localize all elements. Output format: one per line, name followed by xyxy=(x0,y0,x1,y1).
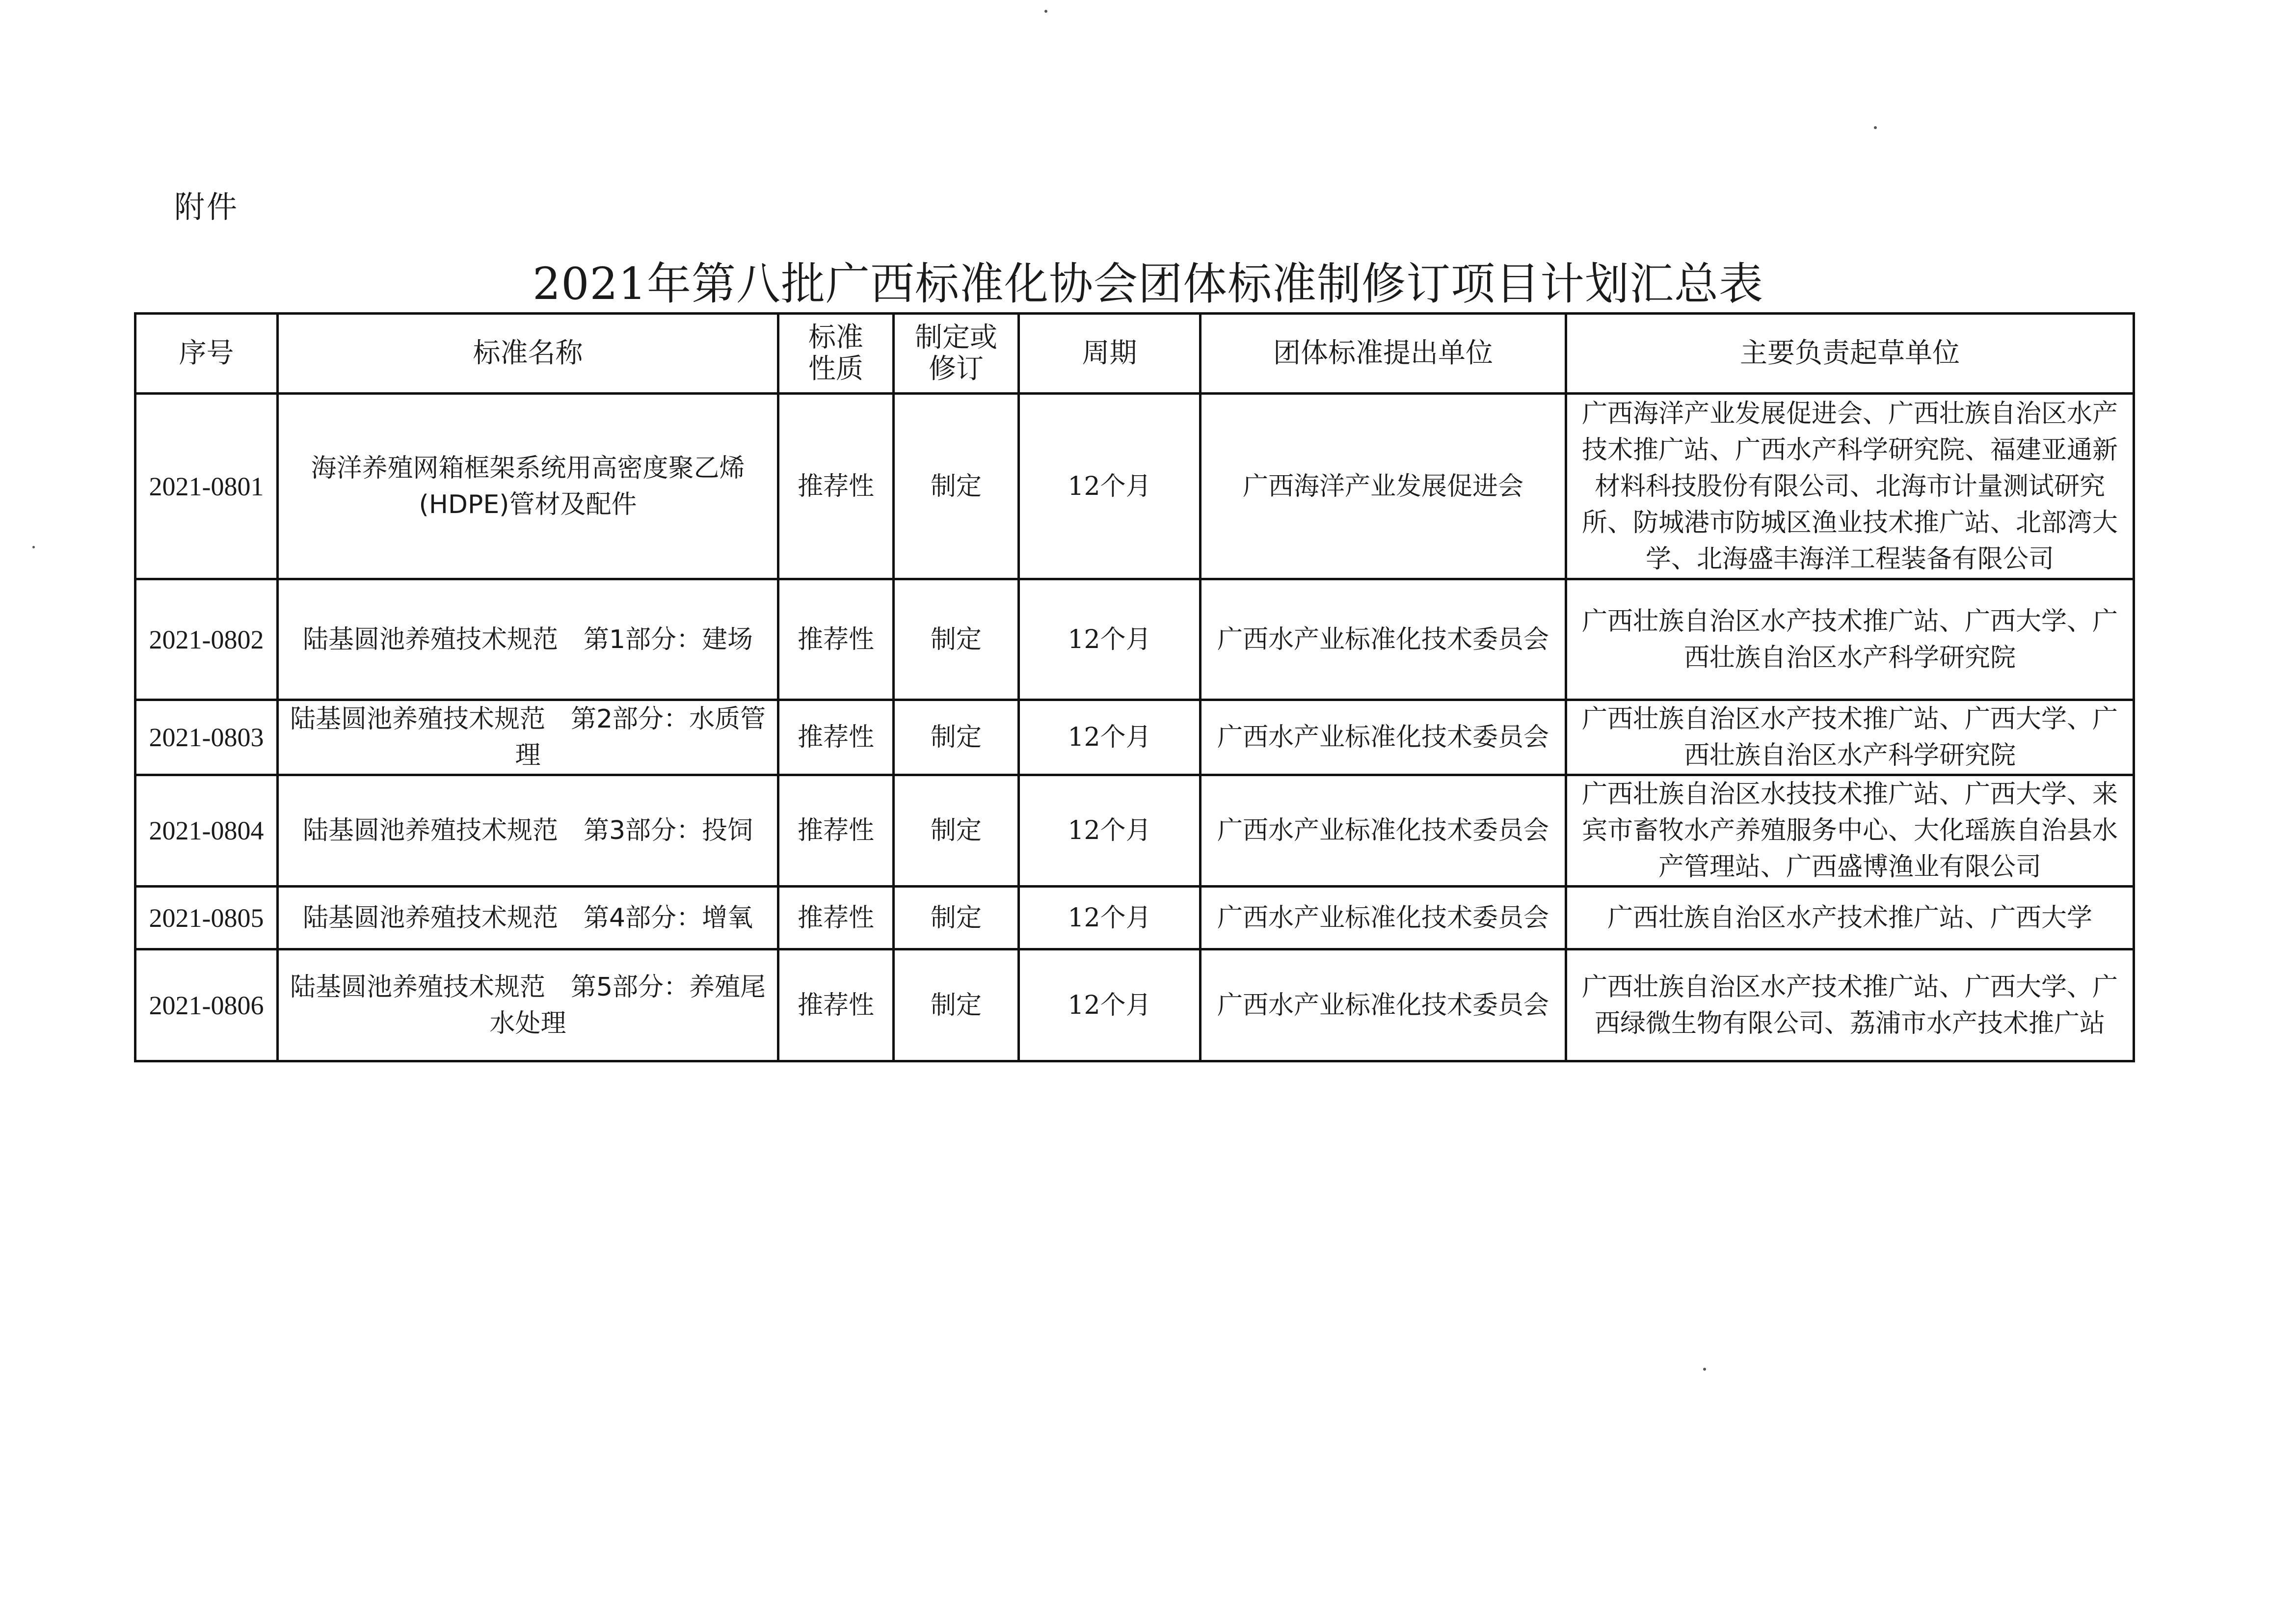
cell-type: 制定 xyxy=(894,394,1019,579)
cell-standard-name: 陆基圆池养殖技术规范 第1部分：建场 xyxy=(278,579,778,700)
cell-cycle: 12个月 xyxy=(1019,887,1201,949)
table-row xyxy=(135,887,2134,949)
cell-cycle: 12个月 xyxy=(1019,579,1201,700)
header-standard-nature: 标准 性质 xyxy=(778,314,894,394)
cell-type: 制定 xyxy=(894,579,1019,700)
cell-proposer: 广西水产业标准化技术委员会 xyxy=(1201,700,1566,775)
cell-cycle: 12个月 xyxy=(1019,700,1201,775)
header-formulate-or-revise: 制定或 修订 xyxy=(894,314,1019,394)
cell-type: 制定 xyxy=(894,700,1019,775)
cell-drafters: 广西海洋产业发展促进会、广西壮族自治区水产技术推广站、广西水产科学研究院、福建亚通新材料科技股份有限公司、北海市计量测试研究所、防城港市防城区渔业技术推广站、北部湾大学、北海盛丰海洋工程装备有限公司 xyxy=(1566,394,2134,579)
cell-drafters: 广西壮族自治区水产技术推广站、广西大学 xyxy=(1566,887,2134,949)
cell-standard-name: 陆基圆池养殖技术规范 第4部分：增氧 xyxy=(278,887,778,949)
header-serial: 序号 xyxy=(135,314,278,394)
header-row xyxy=(135,314,2134,394)
document-title: 2021年第八批广西标准化协会团体标准制修订项目计划汇总表 xyxy=(532,258,1764,310)
cell-nature: 推荐性 xyxy=(778,949,894,1061)
cell-serial: 2021-0803 xyxy=(135,700,278,775)
cell-proposer: 广西水产业标准化技术委员会 xyxy=(1201,887,1566,949)
cell-proposer: 广西水产业标准化技术委员会 xyxy=(1201,775,1566,887)
table-row xyxy=(135,579,2134,700)
scan-speck xyxy=(1703,1368,1706,1371)
header-standard-name: 标准名称 xyxy=(278,314,778,394)
cell-proposer: 广西海洋产业发展促进会 xyxy=(1201,394,1566,579)
cell-serial: 2021-0801 xyxy=(135,394,278,579)
header-proposer: 团体标准提出单位 xyxy=(1201,314,1566,394)
cell-drafters: 广西壮族自治区水技技术推广站、广西大学、来宾市畜牧水产养殖服务中心、大化瑶族自治县水产管理站、广西盛博渔业有限公司 xyxy=(1566,775,2134,887)
cell-nature: 推荐性 xyxy=(778,700,894,775)
table-row xyxy=(135,700,2134,775)
cell-proposer: 广西水产业标准化技术委员会 xyxy=(1201,579,1566,700)
header-cycle: 周期 xyxy=(1019,314,1201,394)
cell-type: 制定 xyxy=(894,775,1019,887)
cell-nature: 推荐性 xyxy=(778,887,894,949)
cell-type: 制定 xyxy=(894,949,1019,1061)
cell-drafters: 广西壮族自治区水产技术推广站、广西大学、广西壮族自治区水产科学研究院 xyxy=(1566,579,2134,700)
cell-nature: 推荐性 xyxy=(778,394,894,579)
cell-serial: 2021-0804 xyxy=(135,775,278,887)
table-row xyxy=(135,949,2134,1061)
cell-serial: 2021-0805 xyxy=(135,887,278,949)
scan-speck xyxy=(1874,126,1877,129)
cell-drafters: 广西壮族自治区水产技术推广站、广西大学、广西壮族自治区水产科学研究院 xyxy=(1566,700,2134,775)
cell-standard-name: 陆基圆池养殖技术规范 第3部分：投饲 xyxy=(278,775,778,887)
cell-cycle: 12个月 xyxy=(1019,394,1201,579)
plan-table xyxy=(134,312,2135,1062)
table-row xyxy=(135,775,2134,887)
cell-type: 制定 xyxy=(894,887,1019,949)
scan-speck xyxy=(32,546,35,548)
cell-nature: 推荐性 xyxy=(778,579,894,700)
attachment-label: 附件 xyxy=(174,189,240,225)
cell-nature: 推荐性 xyxy=(778,775,894,887)
table-row xyxy=(135,394,2134,579)
header-drafters: 主要负责起草单位 xyxy=(1566,314,2134,394)
scan-speck xyxy=(1044,10,1047,13)
cell-standard-name: 陆基圆池养殖技术规范 第5部分：养殖尾水处理 xyxy=(278,949,778,1061)
cell-drafters: 广西壮族自治区水产技术推广站、广西大学、广西绿微生物有限公司、荔浦市水产技术推广站 xyxy=(1566,949,2134,1061)
cell-proposer: 广西水产业标准化技术委员会 xyxy=(1201,949,1566,1061)
cell-cycle: 12个月 xyxy=(1019,949,1201,1061)
cell-serial: 2021-0802 xyxy=(135,579,278,700)
cell-standard-name: 海洋养殖网箱框架系统用高密度聚乙烯(HDPE)管材及配件 xyxy=(278,394,778,579)
cell-serial: 2021-0806 xyxy=(135,949,278,1061)
cell-cycle: 12个月 xyxy=(1019,775,1201,887)
cell-standard-name: 陆基圆池养殖技术规范 第2部分：水质管理 xyxy=(278,700,778,775)
